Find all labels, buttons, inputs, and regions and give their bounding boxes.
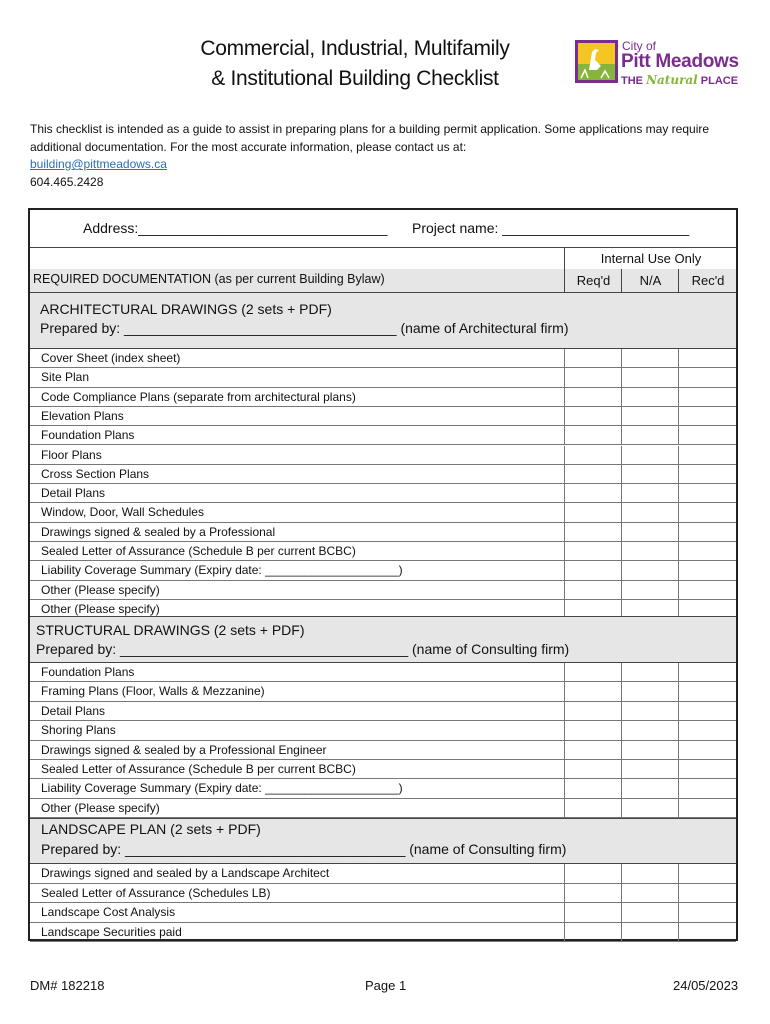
checklist-item-label: Other (Please specify) xyxy=(41,582,160,597)
prepared-by-field[interactable]: Prepared by: ___________________________________ (name of Architectural firm) xyxy=(40,320,569,336)
recd-checkbox[interactable] xyxy=(678,741,737,759)
na-checkbox[interactable] xyxy=(621,503,679,521)
recd-checkbox[interactable] xyxy=(678,388,737,406)
na-checkbox[interactable] xyxy=(621,864,679,883)
checklist-row xyxy=(30,561,736,580)
col-recd: Rec'd xyxy=(678,269,737,292)
logo-name: Pitt Meadows xyxy=(621,51,739,72)
na-checkbox[interactable] xyxy=(621,465,679,483)
checklist-item-label: Foundation Plans xyxy=(41,665,135,679)
recd-checkbox[interactable] xyxy=(678,446,737,464)
checklist-row xyxy=(30,663,736,682)
prepared-by-field[interactable]: Prepared by: _____________________________________ (name of Consulting firm) xyxy=(36,641,570,657)
footer-date: 24/05/2023 xyxy=(673,978,739,993)
checklist-row xyxy=(30,581,736,600)
reqd-checkbox[interactable] xyxy=(564,702,622,720)
page-title xyxy=(130,34,580,94)
recd-checkbox[interactable] xyxy=(678,663,737,681)
phone-number: 604.465.2428 xyxy=(30,174,104,189)
recd-checkbox[interactable] xyxy=(678,349,737,367)
address-row xyxy=(30,210,736,248)
reqd-checkbox[interactable] xyxy=(564,446,622,464)
na-checkbox[interactable] xyxy=(621,923,679,942)
col-reqd: Req'd xyxy=(564,269,622,292)
reqd-checkbox[interactable] xyxy=(564,799,622,817)
email-link[interactable]: building@pittmeadows.ca xyxy=(30,157,167,171)
checklist-row xyxy=(30,903,736,923)
recd-checkbox[interactable] xyxy=(678,368,737,386)
heron-logo-icon xyxy=(575,40,618,83)
reqd-checkbox[interactable] xyxy=(564,721,622,739)
na-checkbox[interactable] xyxy=(621,368,679,386)
checklist-item-label: Window, Door, Wall Schedules xyxy=(41,505,204,520)
na-checkbox[interactable] xyxy=(621,561,679,579)
recd-checkbox[interactable] xyxy=(678,581,737,599)
na-checkbox[interactable] xyxy=(621,426,679,444)
reqd-checkbox[interactable] xyxy=(564,779,622,797)
reqd-checkbox[interactable] xyxy=(564,682,622,700)
checklist-item-label: Shoring Plans xyxy=(41,723,116,738)
recd-checkbox[interactable] xyxy=(678,484,737,502)
checklist-row xyxy=(30,426,736,445)
reqd-checkbox[interactable] xyxy=(564,760,622,778)
reqd-checkbox[interactable] xyxy=(564,923,622,942)
checklist-row xyxy=(30,407,736,426)
na-checkbox[interactable] xyxy=(621,663,679,681)
recd-checkbox[interactable] xyxy=(678,760,737,778)
checklist-item-label: Sealed Letter of Assurance (Schedule B per current BCBC) xyxy=(41,762,356,776)
na-checkbox[interactable] xyxy=(621,407,679,425)
checklist-item-label: Framing Plans (Floor, Walls & Mezzanine) xyxy=(41,684,265,699)
na-checkbox[interactable] xyxy=(621,884,679,903)
na-checkbox[interactable] xyxy=(621,779,679,797)
reqd-checkbox[interactable] xyxy=(564,741,622,759)
checklist-row xyxy=(30,682,736,701)
checklist-row xyxy=(30,446,736,465)
reqd-checkbox[interactable] xyxy=(564,349,622,367)
checklist-row xyxy=(30,349,736,368)
reqd-checkbox[interactable] xyxy=(564,388,622,406)
recd-checkbox[interactable] xyxy=(678,721,737,739)
checklist-item-label: Code Compliance Plans (separate from architectural plans) xyxy=(41,389,356,404)
checklist-row xyxy=(30,484,736,503)
logo-city-of: City of xyxy=(622,39,657,53)
checklist-item-label: Drawings signed & sealed by a Professional xyxy=(41,524,276,539)
na-checkbox[interactable] xyxy=(621,702,679,720)
address-field[interactable]: Address:________________________________ xyxy=(83,220,388,236)
checklist-row xyxy=(30,884,736,904)
checklist-item-label: Drawings signed and sealed by a Landscape Architect xyxy=(41,866,330,880)
checklist-item-label: Other (Please specify) xyxy=(41,800,160,815)
recd-checkbox[interactable] xyxy=(678,465,737,483)
reqd-checkbox[interactable] xyxy=(564,368,622,386)
prepared-by-field[interactable]: Prepared by: ____________________________________ (name of Consulting firm) xyxy=(41,841,567,857)
recd-checkbox[interactable] xyxy=(678,779,737,797)
checklist-item-label: Landscape Cost Analysis xyxy=(41,905,176,919)
na-checkbox[interactable] xyxy=(621,903,679,922)
internal-use-header: Internal Use Only xyxy=(564,248,737,269)
title-line-2: & Institutional Building Checklist xyxy=(211,67,499,90)
recd-checkbox[interactable] xyxy=(678,523,737,541)
recd-checkbox[interactable] xyxy=(678,903,737,922)
checklist-item-label: Foundation Plans xyxy=(41,428,135,443)
reqd-checkbox[interactable] xyxy=(564,426,622,444)
checklist-item-label: Detail Plans xyxy=(41,486,106,501)
na-checkbox[interactable] xyxy=(621,760,679,778)
checklist-row xyxy=(30,702,736,721)
section-title: STRUCTURAL DRAWINGS (2 sets + PDF) xyxy=(36,622,305,638)
checklist-item-label: Drawings signed & sealed by a Professional Engineer xyxy=(41,742,327,757)
na-checkbox[interactable] xyxy=(621,446,679,464)
checklist-row xyxy=(30,721,736,740)
checklist-item-label: Liability Coverage Summary (Expiry date: ____________________) xyxy=(41,563,403,578)
reqd-checkbox[interactable] xyxy=(564,663,622,681)
checklist-row xyxy=(30,760,736,779)
na-checkbox[interactable] xyxy=(621,581,679,599)
na-checkbox[interactable] xyxy=(621,349,679,367)
checklist-item-label: Liability Coverage Summary (Expiry date: ____________________) xyxy=(41,781,403,796)
col-na: N/A xyxy=(621,269,679,292)
reqd-checkbox[interactable] xyxy=(564,581,622,599)
recd-checkbox[interactable] xyxy=(678,864,737,883)
recd-checkbox[interactable] xyxy=(678,884,737,903)
recd-checkbox[interactable] xyxy=(678,923,737,942)
checklist-row xyxy=(30,368,736,387)
reqd-checkbox[interactable] xyxy=(564,407,622,425)
checklist-row xyxy=(30,542,736,561)
recd-checkbox[interactable] xyxy=(678,799,737,817)
checklist-item-label: Site Plan xyxy=(41,370,90,385)
title-line-1: Commercial, Industrial, Multifamily xyxy=(200,37,510,60)
na-checkbox[interactable] xyxy=(621,388,679,406)
reqd-checkbox[interactable] xyxy=(564,484,622,502)
checklist-row xyxy=(30,864,736,884)
recd-checkbox[interactable] xyxy=(678,407,737,425)
recd-checkbox[interactable] xyxy=(678,542,737,560)
reqd-checkbox[interactable] xyxy=(564,884,622,903)
na-checkbox[interactable] xyxy=(621,741,679,759)
checklist-row xyxy=(30,779,736,798)
checklist-item-label: Sealed Letter of Assurance (Schedules LB) xyxy=(41,885,271,900)
reqd-checkbox[interactable] xyxy=(564,523,622,541)
section-title: LANDSCAPE PLAN (2 sets + PDF) xyxy=(41,821,261,837)
reqd-checkbox[interactable] xyxy=(564,542,622,560)
reqd-checkbox[interactable] xyxy=(564,503,622,521)
recd-checkbox[interactable] xyxy=(678,682,737,700)
na-checkbox[interactable] xyxy=(621,523,679,541)
recd-checkbox[interactable] xyxy=(678,561,737,579)
checklist-item-label: Floor Plans xyxy=(41,447,102,462)
checklist-item-label: Detail Plans xyxy=(41,703,106,718)
project-name-field[interactable]: Project name: ________________________ xyxy=(412,220,690,236)
required-documentation-header xyxy=(30,269,736,292)
checklist-item-label: Elevation Plans xyxy=(41,408,124,423)
reqd-checkbox[interactable] xyxy=(564,561,622,579)
reqd-checkbox[interactable] xyxy=(564,465,622,483)
checklist-row xyxy=(30,388,736,407)
recd-checkbox[interactable] xyxy=(678,426,737,444)
checklist-item-label: Cover Sheet (index sheet) xyxy=(41,351,181,365)
checklist-row xyxy=(30,923,736,943)
na-checkbox[interactable] xyxy=(621,799,679,817)
section-header xyxy=(30,818,736,864)
footer-dm: DM# 182218 xyxy=(30,978,105,993)
checklist-row xyxy=(30,523,736,542)
na-checkbox[interactable] xyxy=(621,682,679,700)
checklist-row xyxy=(30,799,736,818)
section-title: ARCHITECTURAL DRAWINGS (2 sets + PDF) xyxy=(40,301,332,317)
city-logo xyxy=(575,40,745,86)
section-header xyxy=(30,292,736,349)
recd-checkbox[interactable] xyxy=(678,503,737,521)
checklist-item-label: Sealed Letter of Assurance (Schedule B per current BCBC) xyxy=(41,544,356,558)
recd-checkbox[interactable] xyxy=(678,702,737,720)
checklist-row xyxy=(30,741,736,760)
checklist-item-label: Cross Section Plans xyxy=(41,466,150,481)
na-checkbox[interactable] xyxy=(621,721,679,739)
reqd-checkbox[interactable] xyxy=(564,903,622,922)
na-checkbox[interactable] xyxy=(621,542,679,560)
reqd-checkbox[interactable] xyxy=(564,864,622,883)
footer-page: Page 1 xyxy=(365,978,407,993)
required-label: REQUIRED DOCUMENTATION (as per current Building Bylaw) xyxy=(33,272,385,286)
checklist-item-label: Other (Please specify) xyxy=(41,601,160,616)
na-checkbox[interactable] xyxy=(621,484,679,502)
checklist-item-label: Landscape Securities paid xyxy=(41,924,182,939)
checklist-row xyxy=(30,465,736,484)
section-header xyxy=(30,616,736,663)
checklist-form xyxy=(28,208,738,941)
logo-tagline: THE Natural PLACE xyxy=(621,73,739,87)
checklist-row xyxy=(30,503,736,522)
intro-paragraph: This checklist is intended as a guide to assist in preparing plans for a building permit application. Some applications may require additional documentation. For the most accurate information, please contact us at: xyxy=(30,122,710,154)
intro-text xyxy=(30,121,730,191)
